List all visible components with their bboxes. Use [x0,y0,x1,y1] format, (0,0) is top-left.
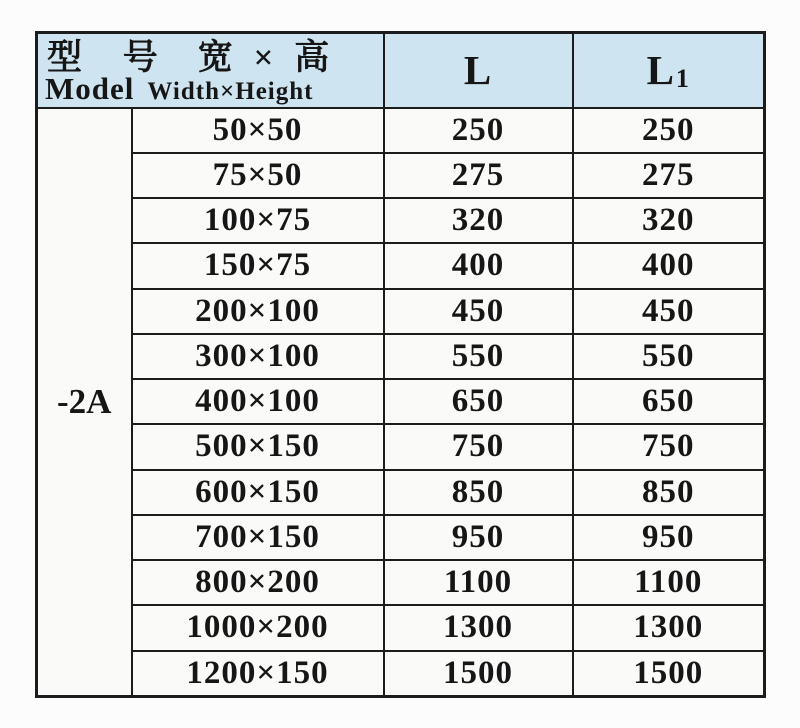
size-cell: 500×150 [132,424,384,469]
table-row [37,515,765,560]
model-cell: -2A [37,108,132,697]
size-cell: 150×75 [132,243,384,288]
header-row [37,33,765,108]
l1-cell: 320 [573,198,765,243]
l-cell: 650 [384,379,573,424]
size-cell: 1200×150 [132,651,384,697]
header-model-en: Model [45,70,135,106]
l1-cell: 650 [573,379,765,424]
l-cell: 250 [384,108,573,153]
header-col-l1-subscript: 1 [675,64,690,94]
size-cell: 50×50 [132,108,384,153]
table-row [37,153,765,198]
header-model-size [37,33,384,108]
l-cell: 400 [384,243,573,288]
size-cell: 800×200 [132,560,384,605]
l-cell: 1500 [384,651,573,697]
size-cell: 100×75 [132,198,384,243]
size-cell: 75×50 [132,153,384,198]
table-row [37,243,765,288]
l-cell: 550 [384,334,573,379]
l-cell: 1300 [384,605,573,650]
header-size-zh: 宽 × 高 [197,37,336,77]
table-row [37,424,765,469]
table-row [37,470,765,515]
header-model-zh: 型 号 [47,37,174,77]
l-cell: 320 [384,198,573,243]
size-cell: 300×100 [132,334,384,379]
l1-cell: 750 [573,424,765,469]
l1-cell: 250 [573,108,765,153]
l-cell: 450 [384,289,573,334]
table-row [37,334,765,379]
table-row [37,651,765,697]
l1-cell: 1500 [573,651,765,697]
spec-table [35,31,766,698]
header-col-l1 [573,33,765,108]
size-cell: 600×150 [132,470,384,515]
l1-cell: 275 [573,153,765,198]
header-col-l1-base: L [646,47,675,94]
l-cell: 750 [384,424,573,469]
size-cell: 700×150 [132,515,384,560]
table-row [37,379,765,424]
header-col-l: L [384,33,573,108]
table-row [37,289,765,334]
l-cell: 950 [384,515,573,560]
table-row [37,108,765,153]
l-cell: 850 [384,470,573,515]
size-cell: 200×100 [132,289,384,334]
table-row [37,560,765,605]
l1-cell: 850 [573,470,765,515]
l-cell: 1100 [384,560,573,605]
size-cell: 400×100 [132,379,384,424]
l-cell: 275 [384,153,573,198]
l1-cell: 400 [573,243,765,288]
table-row [37,605,765,650]
l1-cell: 550 [573,334,765,379]
header-size-en: Width×Height [147,77,314,105]
l1-cell: 450 [573,289,765,334]
table-row [37,198,765,243]
l1-cell: 1300 [573,605,765,650]
l1-cell: 1100 [573,560,765,605]
size-cell: 1000×200 [132,605,384,650]
header-line-en [38,70,383,106]
header-line-zh [38,37,383,77]
l1-cell: 950 [573,515,765,560]
